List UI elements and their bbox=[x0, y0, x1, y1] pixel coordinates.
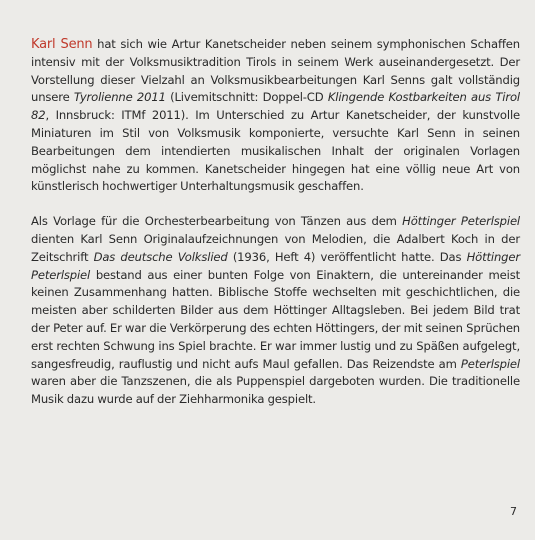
work-title: Höttinger Peterlspiel bbox=[402, 214, 521, 229]
cd-title: Klingende Kostbarkeiten aus Tirol 82 bbox=[31, 90, 520, 123]
paragraph-text: (1936, Heft 4) veröffentlicht hatte. Das bbox=[227, 249, 467, 264]
work-title: Tyrolienne 2011 bbox=[73, 90, 166, 105]
journal-title: Das deutsche Volkslied bbox=[93, 249, 228, 264]
work-title: Peterlspiel bbox=[460, 356, 520, 371]
work-title: Höttinger Peterlspiel bbox=[31, 249, 520, 282]
paragraph-karl-senn bbox=[31, 36, 520, 196]
page-number: 7 bbox=[510, 505, 517, 518]
paragraph-peterlspiel bbox=[31, 213, 520, 409]
paragraph-text: hat sich wie Artur Kanetscheider neben seinem symphonischen Schaffen intensiv mit der Volksmusiktradition Tirols in seinem Werk auseinandergesetzt. Der Vorstellung dieser Vielzahl an Volksmusikbearbeitungen Karl Senns galt vollständig unsere bbox=[31, 37, 520, 105]
lead-name: Karl Senn bbox=[31, 37, 93, 52]
paragraph-text: waren aber die Tanzszenen, die als Puppenspiel dargeboten wurden. Die traditionelle Musik dazu wurde auf der Ziehharmonika gespielt. bbox=[31, 374, 520, 407]
document-page bbox=[31, 36, 520, 409]
paragraph-text: dienten Karl Senn Originalaufzeichnungen von Melodien, die Adalbert Koch in der Zeitschrift bbox=[31, 231, 520, 264]
paragraph-text: Als Vorlage für die Orchesterbearbeitung von Tänzen aus dem bbox=[31, 214, 403, 229]
paragraph-text: (Livemitschnitt: Doppel-CD bbox=[165, 90, 328, 105]
paragraph-text: bestand aus einer bunten Folge von Einaktern, die untereinander meist keinen Zusammenhang hatten. Biblische Stoffe wechselten mit geschichtlichen, die meisten aber schilderten Bilder aus dem Höttinger Alltagsleben. Bei jedem Bild trat der Peter auf. Er war die Verkörperung des echten Höttingers, der mit seinen Sprüchen erst rechten Schwung ins Spiel brachte. Er war immer lustig und zu Späßen aufgelegt, sangesfreudig, rauflustig und nicht aufs Maul gefallen. Das Reizendste am bbox=[31, 267, 520, 371]
paragraph-text: , Innsbruck: ITMf 2011). Im Unterschied zu Artur Kanetscheider, der kunstvolle Miniaturen im Stil von Volksmusik komponierte, versuchte Karl Senn in seinen Bearbeitungen dem intendierten musikalischen Inhalt der originalen Vorlagen möglichst nahe zu kommen. Kanetscheider hingegen hat eine völlig neue Art von künstlerisch hochwertiger Unterhaltungsmusik geschaffen. bbox=[31, 108, 520, 194]
